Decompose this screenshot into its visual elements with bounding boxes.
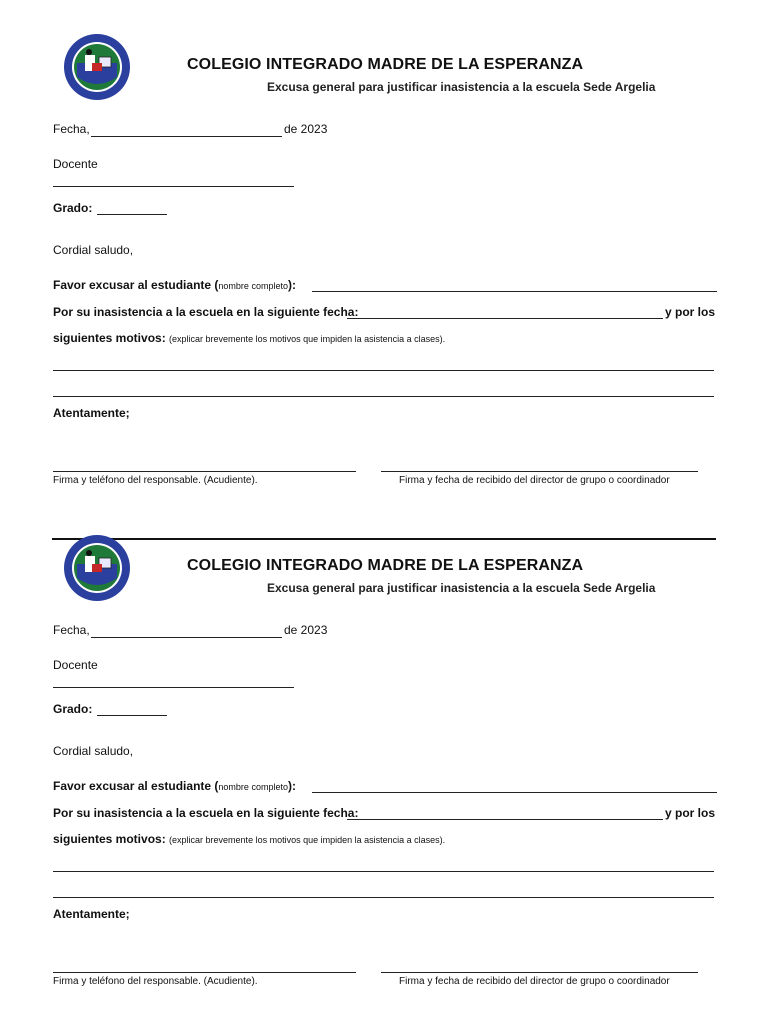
- excuse-label: Favor excusar al estudiante: [53, 278, 212, 292]
- date-suffix: de 2023: [284, 623, 328, 637]
- date-blank[interactable]: [91, 637, 282, 638]
- closing: Atentamente;: [53, 907, 130, 921]
- teacher-blank[interactable]: [53, 186, 294, 187]
- director-signature-caption: Firma y fecha de recibido del director de grupo o coordinador: [399, 475, 670, 486]
- date-label: Fecha,: [53, 623, 90, 637]
- grade-blank[interactable]: [97, 214, 167, 215]
- reasons-hint: (explicar brevemente los motivos que impiden la asistencia a clases).: [169, 835, 446, 845]
- form-subtitle: Excusa general para justificar inasistencia a la escuela Sede Argelia: [267, 80, 656, 94]
- excuse-line: Favor excusar al estudiante (nombre completo):: [53, 779, 296, 793]
- school-name: COLEGIO INTEGRADO MADRE DE LA ESPERANZA: [187, 557, 584, 574]
- student-name-blank[interactable]: [312, 291, 717, 292]
- guardian-signature-blank[interactable]: [53, 471, 356, 472]
- greeting: Cordial saludo,: [53, 243, 134, 257]
- teacher-blank[interactable]: [53, 687, 294, 688]
- director-signature-caption: Firma y fecha de recibido del director de grupo o coordinador: [399, 976, 670, 987]
- director-signature-blank[interactable]: [381, 972, 698, 973]
- school-name: COLEGIO INTEGRADO MADRE DE LA ESPERANZA: [187, 56, 584, 73]
- guardian-signature-caption: Firma y teléfono del responsable. (Acudiente).: [53, 475, 258, 486]
- date-blank[interactable]: [91, 136, 282, 137]
- reasons-blank-2[interactable]: [53, 396, 714, 397]
- excuse-form-2: [0, 501, 768, 1001]
- closing: Atentamente;: [53, 406, 130, 420]
- grade-blank[interactable]: [97, 715, 167, 716]
- absence-label: Por su inasistencia a la escuela en la siguiente fecha:: [53, 806, 359, 820]
- reasons-label: siguientes motivos:: [53, 331, 166, 345]
- teacher-label: Docente: [53, 658, 98, 672]
- grade-label: Grado:: [53, 201, 93, 215]
- reasons-line: [53, 832, 445, 846]
- reasons-hint: (explicar brevemente los motivos que impiden la asistencia a clases).: [169, 334, 446, 344]
- reasons-blank-1[interactable]: [53, 871, 714, 872]
- grade-label: Grado:: [53, 702, 93, 716]
- director-signature-blank[interactable]: [381, 471, 698, 472]
- reasons-label: siguientes motivos:: [53, 832, 166, 846]
- reasons-blank-1[interactable]: [53, 370, 714, 371]
- absence-suffix: y por los: [665, 305, 716, 319]
- absence-suffix: y por los: [665, 806, 716, 820]
- excuse-label: Favor excusar al estudiante: [53, 779, 212, 793]
- student-name-blank[interactable]: [312, 792, 717, 793]
- school-seal-icon: [63, 534, 131, 602]
- guardian-signature-caption: Firma y teléfono del responsable. (Acudiente).: [53, 976, 258, 987]
- school-seal-icon: [63, 33, 131, 101]
- reasons-line: [53, 331, 445, 345]
- teacher-label: Docente: [53, 157, 98, 171]
- absence-label: Por su inasistencia a la escuela en la siguiente fecha:: [53, 305, 359, 319]
- absence-date-blank[interactable]: [347, 819, 663, 820]
- greeting: Cordial saludo,: [53, 744, 134, 758]
- date-label: Fecha,: [53, 122, 90, 136]
- form-subtitle: Excusa general para justificar inasistencia a la escuela Sede Argelia: [267, 581, 656, 595]
- reasons-blank-2[interactable]: [53, 897, 714, 898]
- excuse-form-1: [0, 0, 768, 500]
- guardian-signature-blank[interactable]: [53, 972, 356, 973]
- date-suffix: de 2023: [284, 122, 328, 136]
- full-name-hint: nombre completo: [218, 281, 288, 291]
- full-name-hint: nombre completo: [218, 782, 288, 792]
- excuse-line: Favor excusar al estudiante (nombre completo):: [53, 278, 296, 292]
- absence-date-blank[interactable]: [347, 318, 663, 319]
